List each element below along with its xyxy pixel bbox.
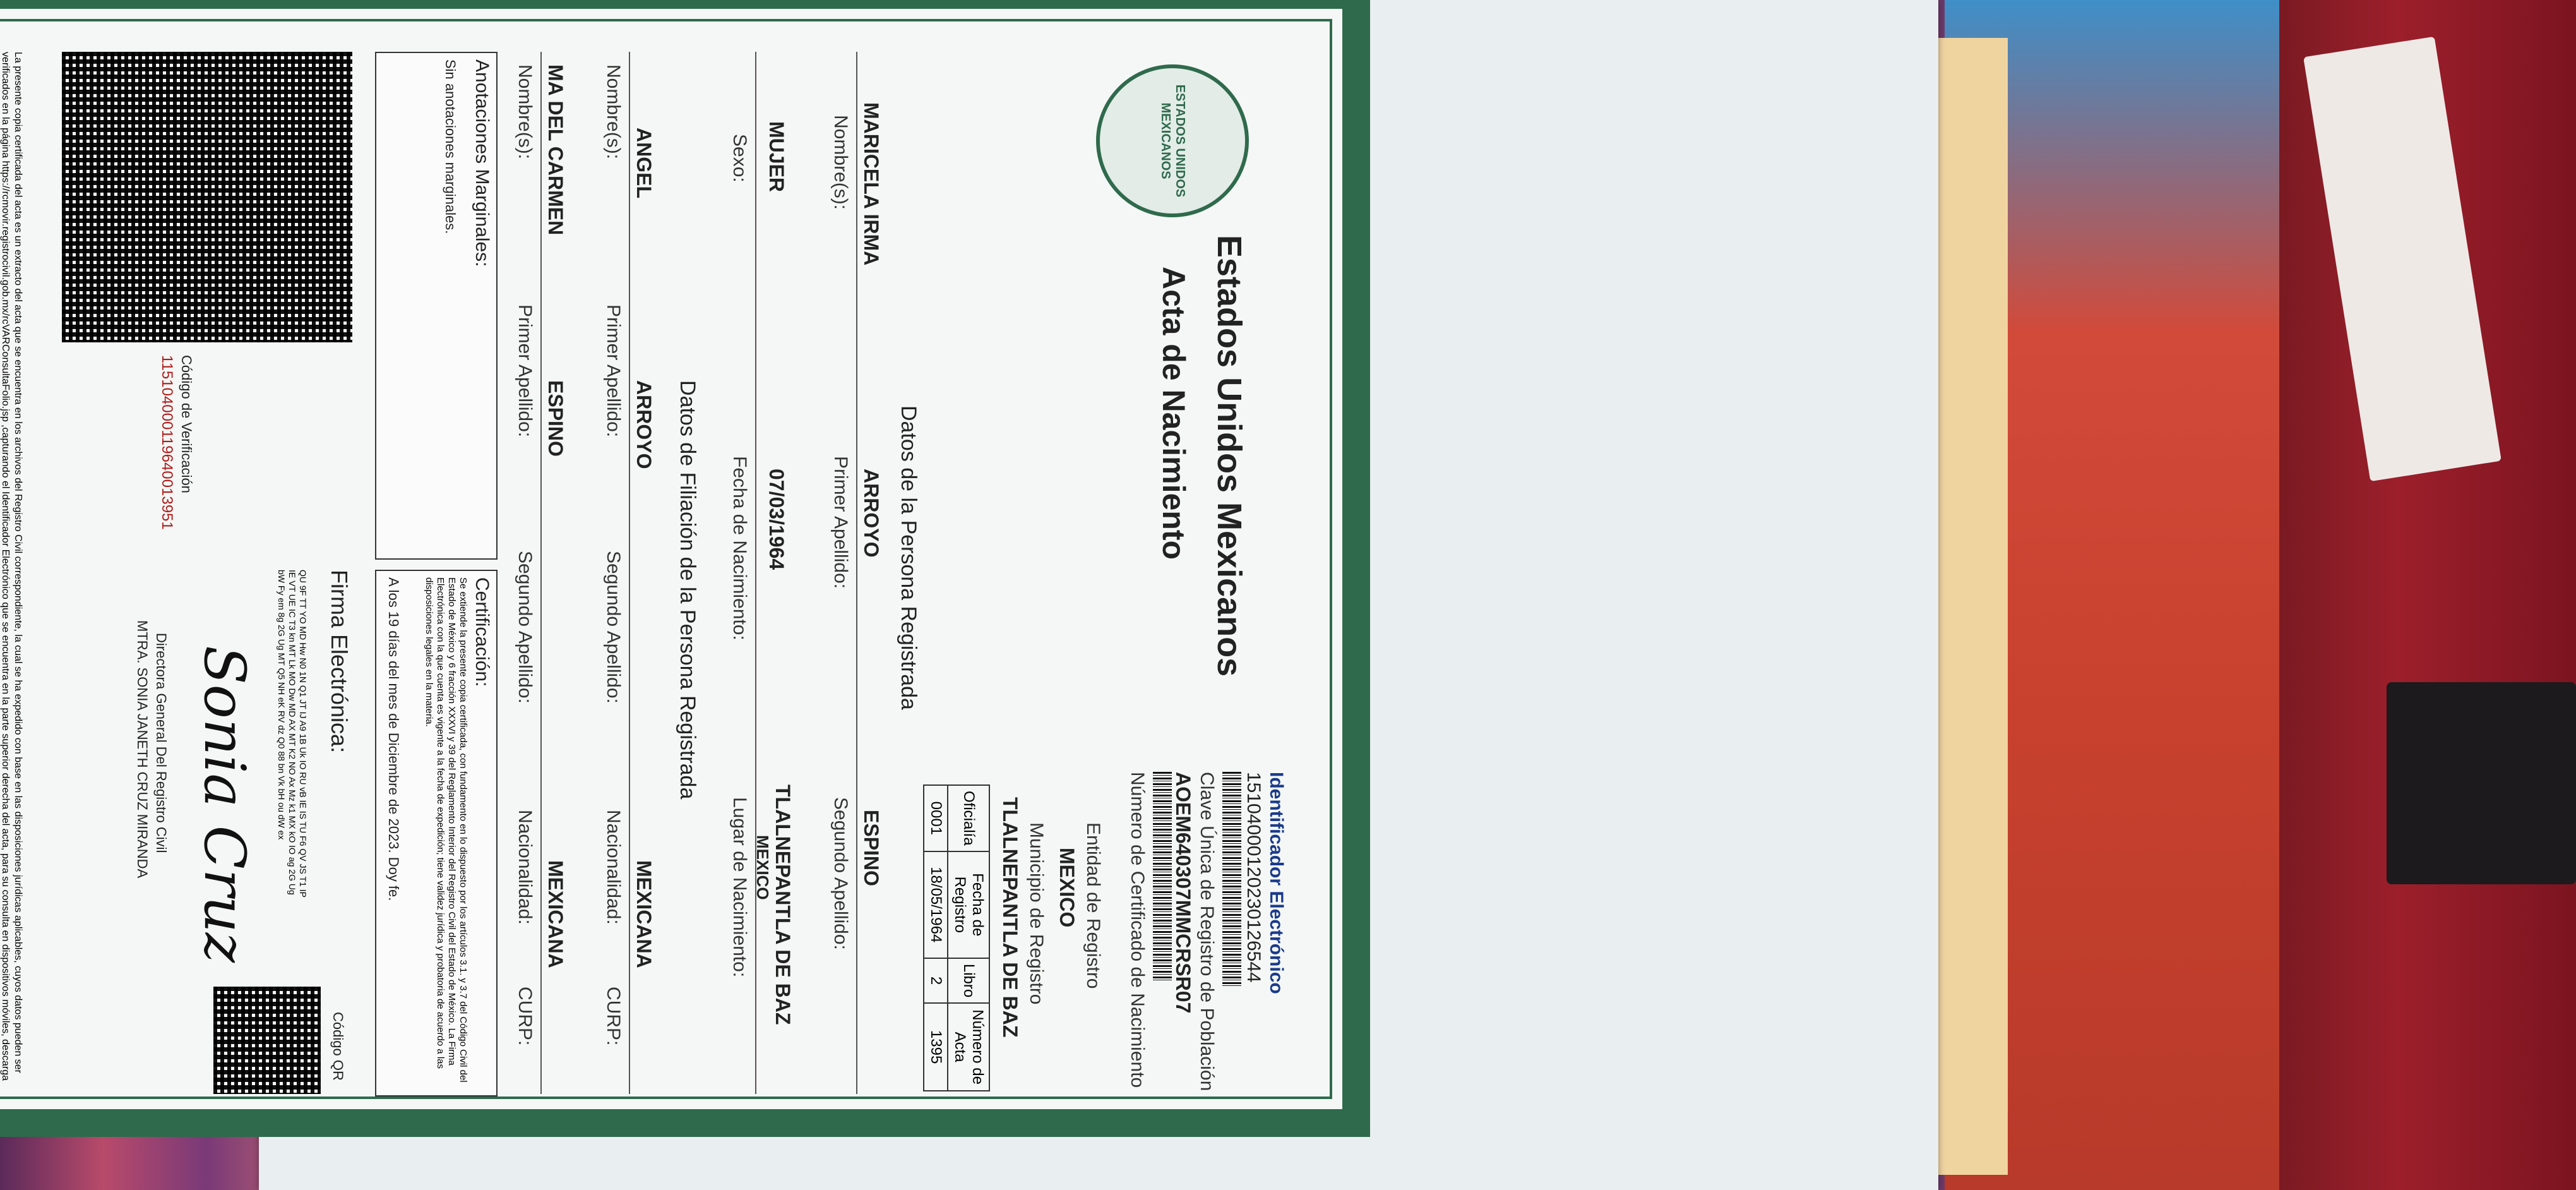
footer-legal-text: La presente copia certificada del acta es un extracto del acta que se encuentra en los archivos del Registro Civil correspondiente, la cual se ha expedido con base en las disposiciones jurídicas aplicables, cuyos datos pueden ser verificados en la página https://rcmovir.registrocivil.gob.mx/rcVARConsultaFolio.jsp ,capturando el Identificador Electrónico que se encuentra en la parte superior derecha del acta, para su consulta en dispositivos móviles, descarga — [0, 52, 23, 1081]
madre-nombre-label: Nombre(s): — [515, 64, 535, 160]
madre-nacionalidad: MEXICANA — [544, 860, 567, 968]
padre-nac-label: Nacionalidad: — [603, 810, 624, 925]
qr-label: Código QR — [330, 1012, 346, 1081]
identifier-label: Identificador Electrónico — [1266, 772, 1287, 994]
country-title: Estados Unidos Mexicanos — [1210, 235, 1248, 677]
sexo-label: Sexo: — [729, 134, 750, 183]
padre-nombre: ANGEL — [633, 128, 655, 198]
bag-strap — [2387, 682, 2576, 884]
fecha-label: Fecha de Nacimiento: — [729, 456, 750, 640]
anotaciones-title: Anotaciones Marginales: — [472, 59, 492, 267]
padre-curp-label: CURP: — [603, 987, 624, 1046]
primer-label: Primer Apellido: — [830, 456, 851, 589]
directora-role: Directora General Del Registro Civil — [153, 633, 169, 853]
entidad-value: MEXICO — [1056, 848, 1078, 928]
entidad-label: Entidad de Registro — [1083, 822, 1104, 989]
persona-primer: ARROYO — [860, 469, 883, 558]
lugar-label: Lugar de Nacimiento: — [729, 797, 750, 978]
certificate-label: Número de Certificado de Nacimiento — [1127, 772, 1148, 1088]
registro-table: Oficialía Fecha de Registro Libro Número de Acta 0001 18/05/1964 2 1395 — [923, 784, 990, 1091]
persona-section-title: Datos de la Persona Registrada — [897, 406, 921, 710]
national-seal: ESTADOS UNIDOS MEXICANOS — [1096, 64, 1249, 217]
signature: Sonia Cruz — [191, 646, 258, 963]
firma-title: Firma Electrónica: — [326, 570, 352, 754]
verificacion-value: 115104000119640013951 — [158, 355, 176, 530]
small-qr-code — [213, 987, 321, 1094]
curp-value: AOEM640307MMCRSR07 — [1172, 772, 1195, 1014]
persona-lugar-estado: MEXICO — [753, 835, 772, 900]
padre-primer: ARROYO — [633, 380, 655, 469]
persona-segundo: ESPINO — [860, 810, 883, 886]
madre-primer-label: Primer Apellido: — [515, 304, 535, 438]
madre-segundo-label: Segundo Apellido: — [515, 551, 535, 704]
segundo-label: Segundo Apellido: — [830, 797, 851, 950]
certificacion-title: Certificación: — [472, 577, 492, 687]
padre-nacionalidad: MEXICANA — [633, 860, 655, 968]
persona-lugar: TLALNEPANTLA DE BAZ — [772, 784, 794, 1025]
verificacion-label: Código de Verificación — [179, 355, 194, 493]
madre-nombre: MA DEL CARMEN — [544, 64, 567, 236]
persona-sexo: MUJER — [765, 121, 788, 193]
main-qr-code — [62, 52, 352, 342]
certificacion-text: Se extiende la presente copia certificada, con fundamento en lo dispuesto por los artículos 3.1. y 3.7 del Código Civil del Estado de México y 6 fracción XXXVI y 39 del Reglamento Interior del Registro Civil del Estado de México. La Firma Electrónica con la que cuenta es vigente a la fecha de expedición; tiene validez jurídica y probatoria de acuerdo a las disposiciones legales en la materia. — [424, 577, 468, 1083]
curp-barcode — [1153, 772, 1172, 980]
padre-nombre-label: Nombre(s): — [603, 64, 624, 160]
certificacion-box — [375, 570, 498, 1097]
nombre-label: Nombre(s): — [830, 115, 851, 210]
curp-label: Clave Única de Registro de Población — [1196, 772, 1217, 1091]
anotaciones-text: Sin anotaciones marginales. — [443, 59, 458, 234]
padre-primer-label: Primer Apellido: — [603, 304, 624, 438]
certificacion-date: A los 19 días del mes de Diciembre de 2023. Doy fe. — [386, 577, 402, 901]
document-title: Acta de Nacimiento — [1156, 267, 1191, 560]
madre-nac-label: Nacionalidad: — [515, 810, 535, 925]
municipio-value: TLALNEPANTLA DE BAZ — [999, 797, 1022, 1038]
padre-segundo-label: Segundo Apellido: — [603, 551, 624, 704]
persona-nombre: MARICELA IRMA — [860, 102, 883, 266]
madre-curp-label: CURP: — [515, 987, 535, 1046]
persona-fecha: 07/03/1964 — [765, 469, 788, 570]
identifier-value: 15104000120230126544 — [1243, 772, 1264, 983]
municipio-label: Municipio de Registro — [1026, 822, 1047, 1005]
directora-name: MTRA. SONIA JANETH CRUZ MIRANDA — [134, 620, 150, 879]
filiacion-section-title: Datos de Filiación de la Persona Registrada — [676, 380, 700, 800]
firma-hash: QU 9F TT YO MD Hw N0 1N Q1 JT IJ A9 1B Uk IO RU vB IE IS TU F6 QV JS T1 IP IE VT UE IC T3 kn MT Lk MO Dw MD AX MT K2 NO Ax Mz k1 MX kO IO ag 2G Ug bW Fy em 8g 2G Ug MT Q5 NH eK RV dz Q0 88 bn Vk bH ou dW ex — [277, 570, 308, 898]
identifier-barcode — [1222, 772, 1241, 987]
madre-primer: ESPINO — [544, 380, 567, 457]
anotaciones-box — [375, 52, 498, 560]
